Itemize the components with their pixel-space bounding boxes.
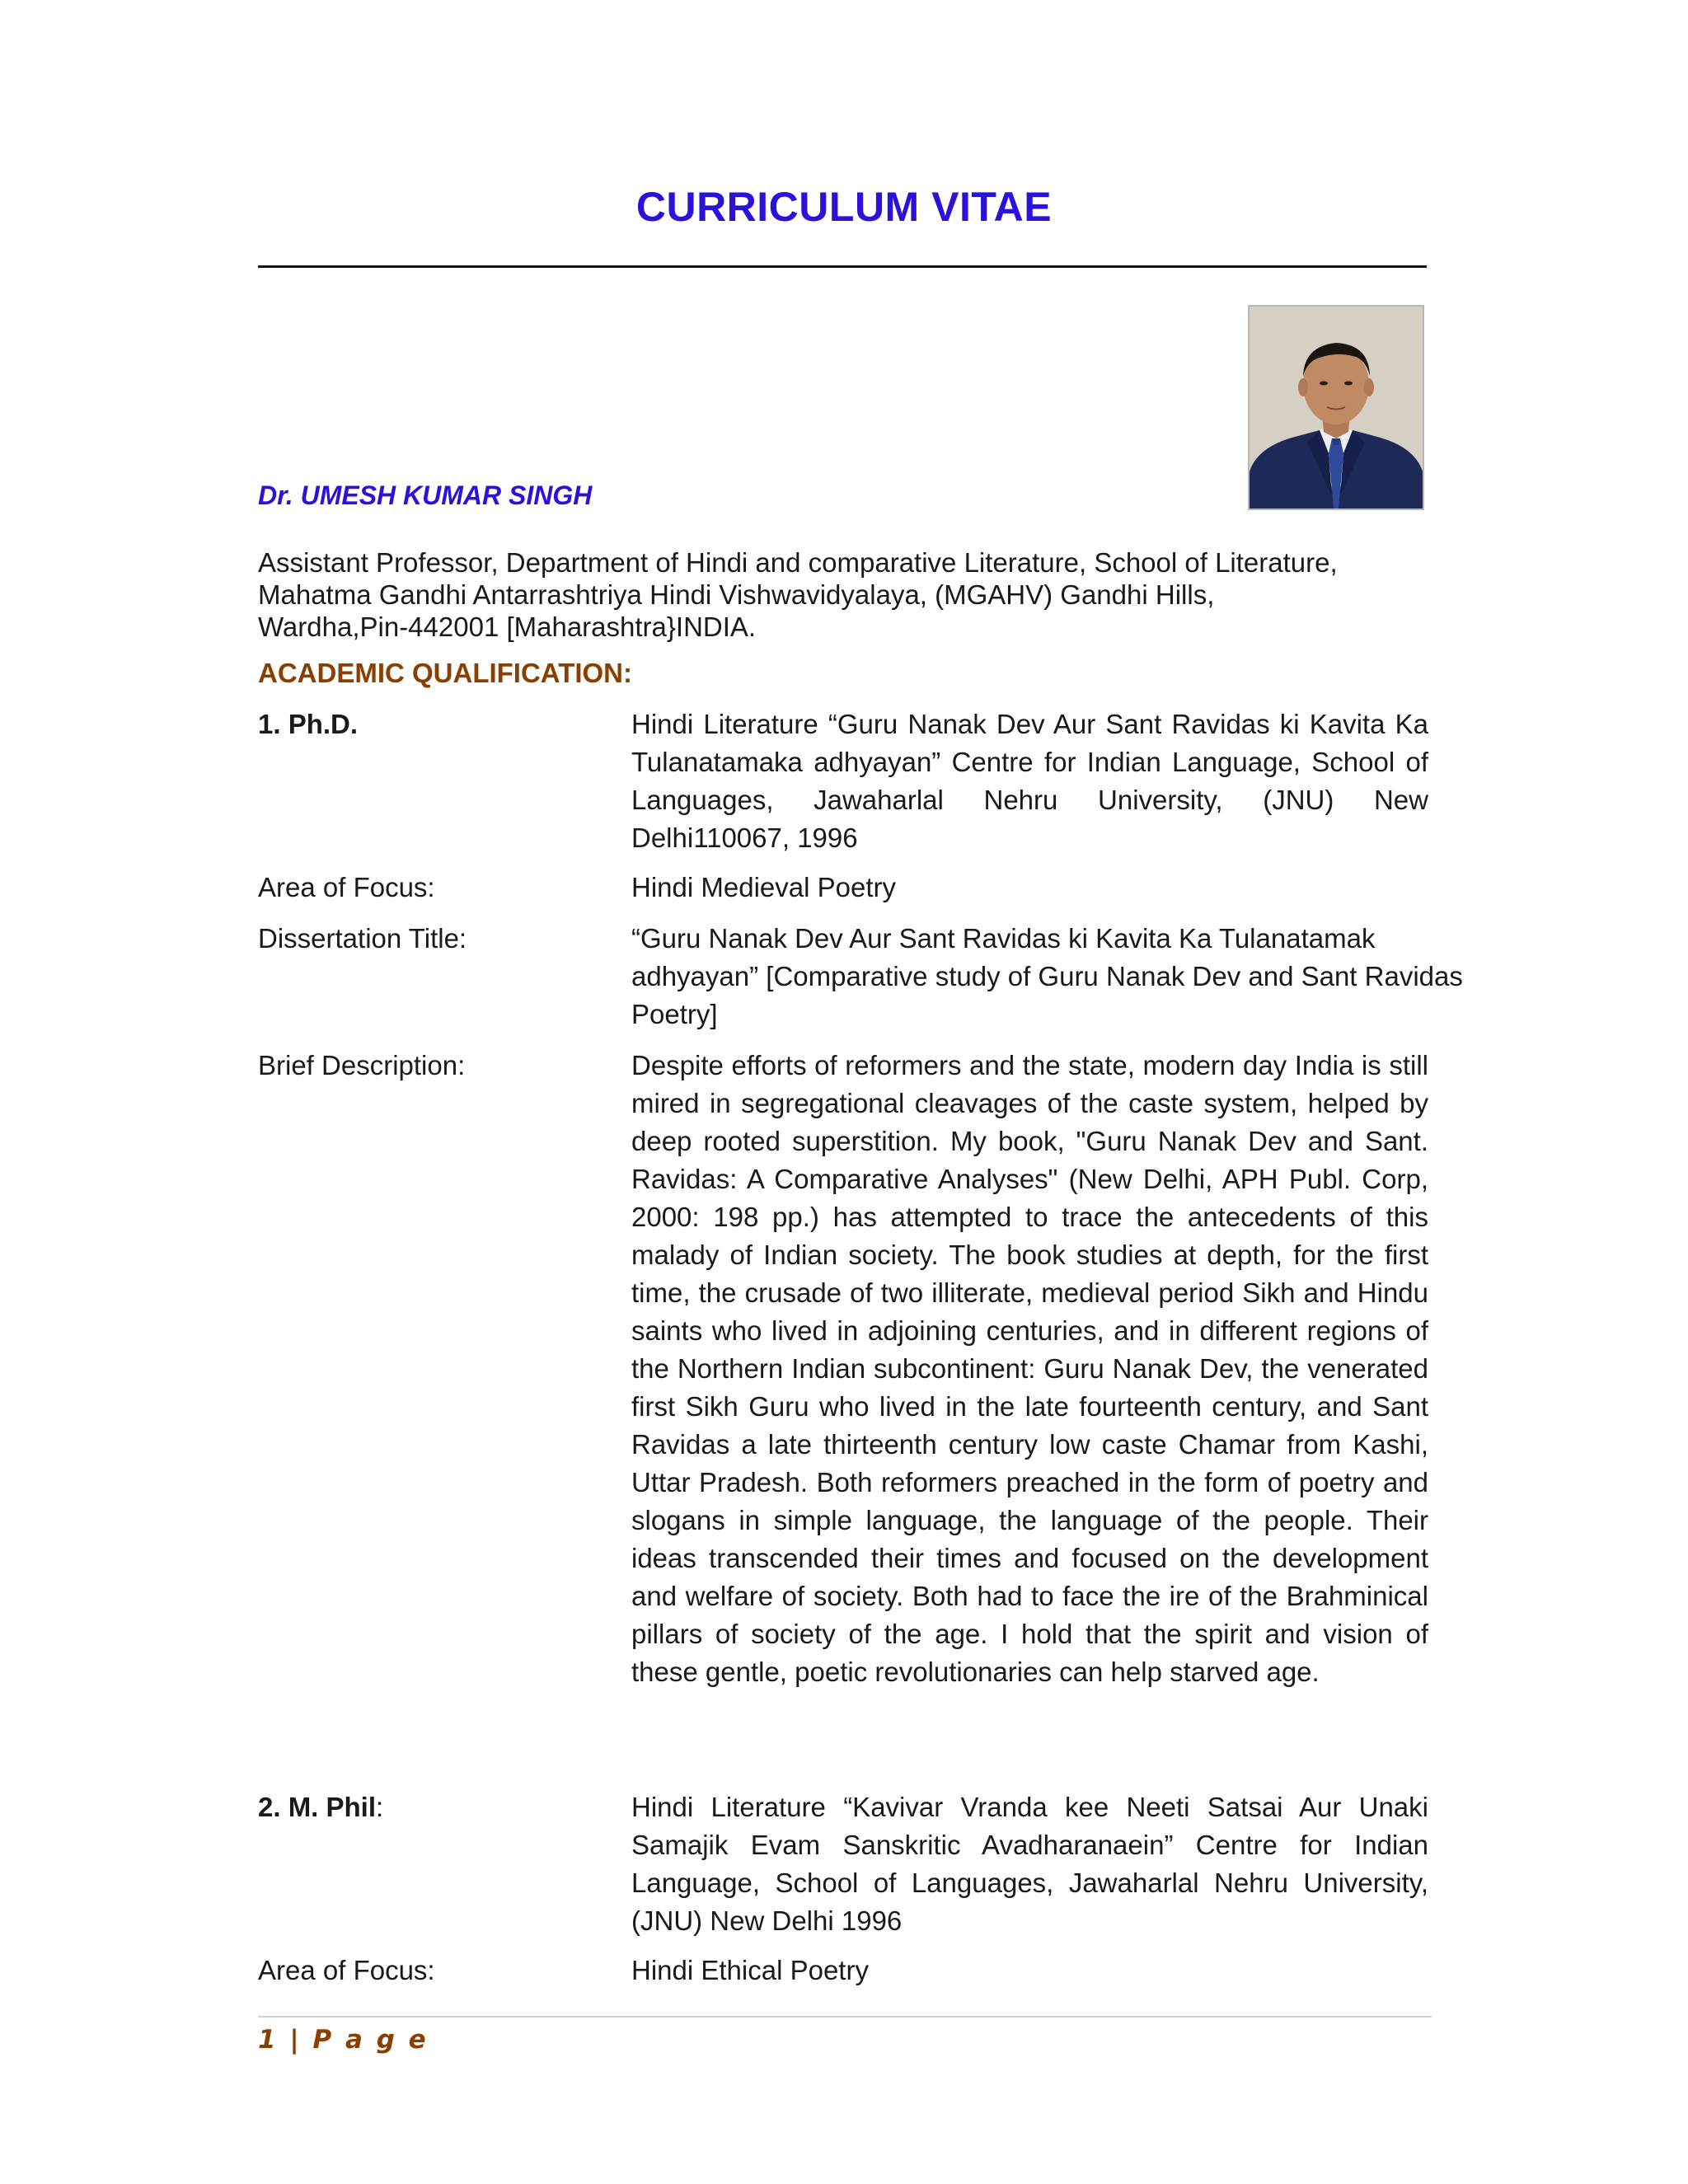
mphil-label — [258, 1788, 383, 1826]
mphil-label-strong: 2. M. Phil — [258, 1792, 377, 1822]
candidate-name: Dr. UMESH KUMAR SINGH — [258, 480, 593, 510]
dissertation-line: adhyayan” [Comparative study of Guru Nanak Dev and Sant Ravidas — [631, 961, 1463, 991]
academic-qualification-heading: ACADEMIC QUALIFICATION: — [258, 658, 633, 688]
brief-description-label: Brief Description: — [258, 1050, 466, 1080]
address-line: Mahatma Gandhi Antarrashtriya Hindi Vishwavidyalaya, (MGAHV) Gandhi Hills, — [258, 579, 1215, 610]
page-number: 1 | P a g e — [258, 2025, 429, 2055]
address-line: Assistant Professor, Department of Hindi and comparative Literature, School of Literature, — [258, 547, 1338, 578]
phd-label: 1. Ph.D. — [258, 709, 359, 739]
dissertation-line: “Guru Nanak Dev Aur Sant Ravidas ki Kavita Ka Tulanatamak — [631, 923, 1376, 954]
mphil-label-colon: : — [376, 1792, 384, 1822]
phd-focus-value: Hindi Medieval Poetry — [631, 872, 896, 902]
dissertation-label: Dissertation Title: — [258, 923, 467, 954]
mphil-description: Hindi Literature “Kavivar Vranda kee Neeti Satsai Aur Unaki Samajik Evam Sanskritic Avadharanaein” Centre for Indian Language, School of Languages, Jawaharlal Nehru University, (JNU) New Delhi 1996 — [631, 1792, 1428, 1936]
address-line: Wardha,Pin-442001 [Maharashtra}INDIA. — [258, 612, 757, 642]
mphil-focus-value: Hindi Ethical Poetry — [631, 1955, 869, 1985]
page-title: CURRICULUM VITAE — [635, 184, 1053, 230]
title-divider — [258, 265, 1427, 268]
mphil-focus-label: Area of Focus: — [258, 1955, 435, 1985]
brief-description-text: Despite efforts of reformers and the state, modern day India is still mired in segregational cleavages of the caste system, helped by deep rooted superstition. My book, "Guru Nanak Dev and Sant. Ravidas: A Comparative Analyses" (New Delhi, APH Publ. Corp, 2000: 198 pp.) has attempted to trace the antecedents of this malady of Indian society. The book studies at depth, for the first time, the crusade of two illiterate, medieval period Sikh and Hindu saints who lived in adjoining centuries, and in different regions of the Northern Indian subcontinent: Guru Nanak Dev, the venerated first Sikh Guru who lived in the late fourteenth century, and Sant Ravidas a late thirteenth century low caste Chamar from Kashi, Uttar Pradesh. Both reformers preached in the form of poetry and slogans in simple language, the language of the people. Their ideas transcended their times and focused on the development and welfare of society. Both had to face the ire of the Brahminical pillars of society of the age. I hold that the spirit and vision of these gentle, poetic revolutionaries can help starved age. — [631, 1050, 1428, 1687]
phd-description: Hindi Literature “Guru Nanak Dev Aur Sant Ravidas ki Kavita Ka Tulanatamaka adhyayan” Centre for Indian Language, School of Languages, Jawaharlal Nehru University, (JNU) New Delhi110067, 1996 — [631, 709, 1428, 853]
phd-focus-label: Area of Focus: — [258, 872, 435, 902]
profile-photo — [1248, 305, 1424, 510]
footer-divider — [258, 2016, 1432, 2018]
dissertation-title — [631, 920, 1463, 1033]
dissertation-line: Poetry] — [631, 999, 718, 1029]
contact-address — [258, 546, 1461, 643]
